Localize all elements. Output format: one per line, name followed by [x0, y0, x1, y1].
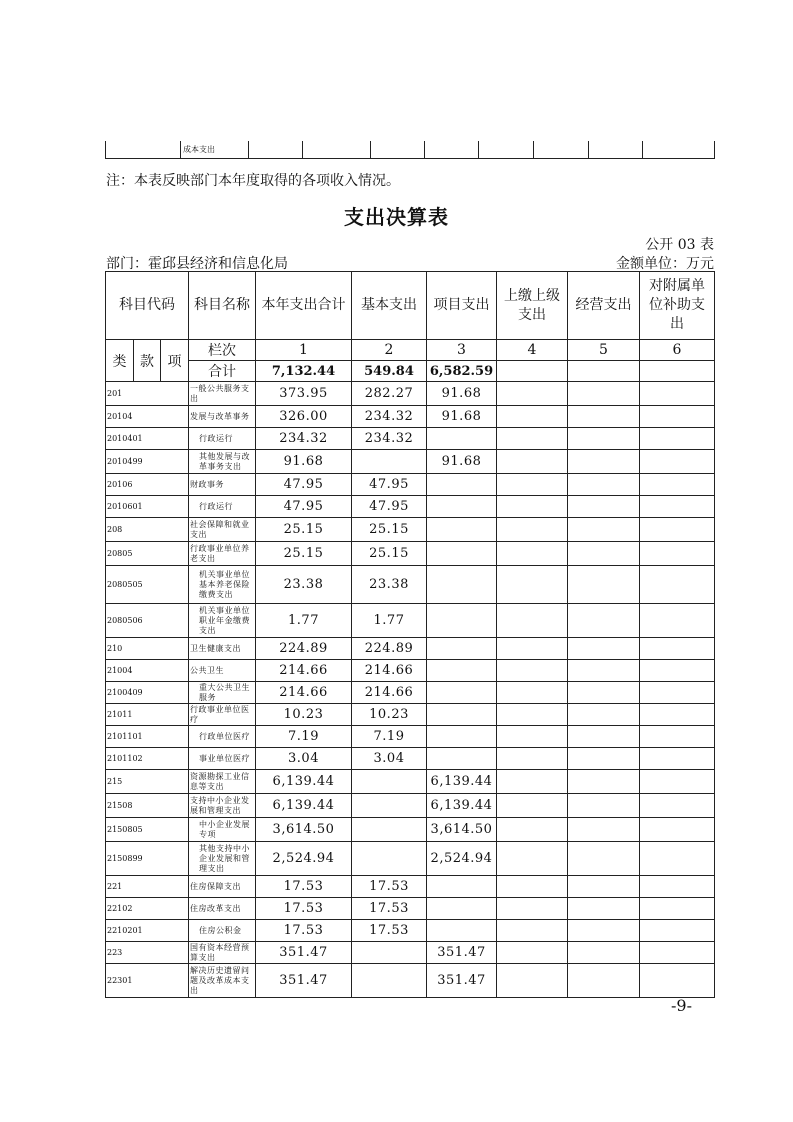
project-expenditure: 351.47: [427, 942, 497, 964]
operating-expenditure: [568, 920, 640, 942]
unit-label: 金额单位：万元: [616, 256, 714, 272]
table-row: [106, 770, 715, 794]
subject-code: 21004: [106, 660, 189, 682]
total-expenditure: 2,524.94: [256, 842, 352, 876]
operating-expenditure: [568, 704, 640, 726]
operating-expenditure: [568, 726, 640, 748]
basic-expenditure: [352, 818, 427, 842]
table-row: [106, 876, 715, 898]
operating-expenditure: [568, 518, 640, 542]
header-xiang: 项: [161, 340, 189, 382]
project-expenditure: [427, 638, 497, 660]
table-row: [106, 920, 715, 942]
subject-name: 事业单位医疗: [189, 748, 256, 770]
header-project: 项目支出: [427, 272, 497, 340]
subject-code: 20104: [106, 406, 189, 428]
subsidy-expenditure: [640, 566, 715, 604]
total-expenditure: 214.66: [256, 682, 352, 704]
subsidy-expenditure: [640, 660, 715, 682]
operating-expenditure: [568, 474, 640, 496]
total-label: 合计: [189, 361, 256, 382]
project-expenditure: [427, 496, 497, 518]
total-expenditure: 224.89: [256, 638, 352, 660]
project-expenditure: [427, 920, 497, 942]
operating-expenditure: [568, 794, 640, 818]
upper-expenditure: [497, 748, 568, 770]
basic-expenditure: 3.04: [352, 748, 427, 770]
subject-name: 行政运行: [189, 496, 256, 518]
total-expenditure: 214.66: [256, 660, 352, 682]
subject-code: 208: [106, 518, 189, 542]
upper-expenditure: [497, 604, 568, 638]
table-row: [106, 942, 715, 964]
operating-expenditure: [568, 898, 640, 920]
subject-code: 210: [106, 638, 189, 660]
operating-expenditure: [568, 566, 640, 604]
project-expenditure: 91.68: [427, 450, 497, 474]
operating-expenditure: [568, 660, 640, 682]
upper-expenditure: [497, 518, 568, 542]
subsidy-expenditure: [640, 920, 715, 942]
column-number: 4: [497, 340, 568, 361]
subject-code: 2101101: [106, 726, 189, 748]
total-expenditure: 1.77: [256, 604, 352, 638]
subsidy-expenditure: [640, 450, 715, 474]
subsidy-expenditure: [640, 842, 715, 876]
subsidy-expenditure: [640, 638, 715, 660]
header-upper: 上缴上级支出: [497, 272, 568, 340]
upper-expenditure: [497, 942, 568, 964]
subject-name: 资源勘探工业信息等支出: [189, 770, 256, 794]
subject-code: 223: [106, 942, 189, 964]
subject-name: 机关事业单位基本养老保险缴费支出: [189, 566, 256, 604]
subject-code: 20106: [106, 474, 189, 496]
subject-code: 2210201: [106, 920, 189, 942]
basic-expenditure: [352, 964, 427, 998]
subject-code: 201: [106, 382, 189, 406]
subject-name: 中小企业发展专项: [189, 818, 256, 842]
upper-expenditure: [497, 474, 568, 496]
table-row: [106, 428, 715, 450]
upper-expenditure: [497, 638, 568, 660]
subsidy-expenditure: [640, 748, 715, 770]
operating-expenditure: [568, 682, 640, 704]
subject-code: 2080506: [106, 604, 189, 638]
upper-expenditure: [497, 450, 568, 474]
table-row: [106, 604, 715, 638]
project-expenditure: [427, 682, 497, 704]
total-expenditure: 25.15: [256, 518, 352, 542]
project-expenditure: [427, 704, 497, 726]
header-code: 科目代码: [106, 272, 189, 340]
basic-expenditure: 214.66: [352, 660, 427, 682]
subject-name: 一般公共服务支出: [189, 382, 256, 406]
project-expenditure: [427, 542, 497, 566]
total-expenditure: 351.47: [256, 964, 352, 998]
upper-expenditure: [497, 920, 568, 942]
upper-expenditure: [497, 542, 568, 566]
column-number: 1: [256, 340, 352, 361]
operating-expenditure: [568, 542, 640, 566]
table-row: [106, 748, 715, 770]
total-expenditure: 47.95: [256, 474, 352, 496]
total-expenditure: 326.00: [256, 406, 352, 428]
project-expenditure: [427, 660, 497, 682]
subsidy-expenditure: [640, 704, 715, 726]
column-number: 2: [352, 340, 427, 361]
subject-code: 215: [106, 770, 189, 794]
table-row: [106, 450, 715, 474]
project-expenditure: [427, 518, 497, 542]
project-expenditure: 3,614.50: [427, 818, 497, 842]
header-row: [106, 272, 715, 340]
subject-name: 住房公积金: [189, 920, 256, 942]
upper-expenditure: [497, 818, 568, 842]
total-expenditure: 10.23: [256, 704, 352, 726]
subsidy-expenditure: [640, 428, 715, 450]
subject-name: 行政单位医疗: [189, 726, 256, 748]
basic-expenditure: [352, 794, 427, 818]
subject-name: 卫生健康支出: [189, 638, 256, 660]
column-number-row: [106, 340, 715, 361]
header-kuan: 款: [134, 340, 161, 382]
table-row: [106, 682, 715, 704]
table-row: [106, 704, 715, 726]
basic-expenditure: 234.32: [352, 428, 427, 450]
operating-expenditure: [568, 748, 640, 770]
table-row: [106, 726, 715, 748]
subsidy-expenditure: [640, 876, 715, 898]
upper-expenditure: [497, 682, 568, 704]
header-lei: 类: [106, 340, 134, 382]
upper-expenditure: [497, 876, 568, 898]
subsidy-expenditure: [640, 898, 715, 920]
subsidy-expenditure: [640, 818, 715, 842]
basic-expenditure: 10.23: [352, 704, 427, 726]
operating-expenditure: [568, 428, 640, 450]
basic-expenditure: 224.89: [352, 638, 427, 660]
header-operating: 经营支出: [568, 272, 640, 340]
subject-code: 2100409: [106, 682, 189, 704]
project-expenditure: [427, 726, 497, 748]
subject-name: 行政事业单位医疗: [189, 704, 256, 726]
project-expenditure: [427, 898, 497, 920]
basic-expenditure: 234.32: [352, 406, 427, 428]
project-expenditure: [427, 474, 497, 496]
subject-code: 2010401: [106, 428, 189, 450]
total-expenditure: 17.53: [256, 876, 352, 898]
subject-name: 住房改革支出: [189, 898, 256, 920]
table-row: [106, 542, 715, 566]
department-label: 部门：霍邱县经济和信息化局: [106, 256, 288, 272]
subject-code: 2150805: [106, 818, 189, 842]
header-subsidy: 对附属单位补助支出: [640, 272, 715, 340]
table-row: [106, 638, 715, 660]
subsidy-expenditure: [640, 518, 715, 542]
project-expenditure: [427, 428, 497, 450]
basic-expenditure: [352, 770, 427, 794]
table-row: [106, 474, 715, 496]
table-row: [106, 518, 715, 542]
subject-code: 2101102: [106, 748, 189, 770]
operating-expenditure: [568, 842, 640, 876]
total-expenditure: 47.95: [256, 496, 352, 518]
subsidy-expenditure: [640, 474, 715, 496]
basic-expenditure: 1.77: [352, 604, 427, 638]
fragment-name: 成本支出: [181, 141, 249, 159]
total-row: [106, 361, 715, 382]
subject-name: 发展与改革事务: [189, 406, 256, 428]
subject-name: 公共卫生: [189, 660, 256, 682]
basic-expenditure: 25.15: [352, 518, 427, 542]
subsidy-expenditure: [640, 604, 715, 638]
subsidy-expenditure: [640, 942, 715, 964]
header-total: 本年支出合计: [256, 272, 352, 340]
subsidy-expenditure: [640, 406, 715, 428]
subject-name: 行政事业单位养老支出: [189, 542, 256, 566]
operating-expenditure: [568, 964, 640, 998]
project-expenditure: 6,139.44: [427, 770, 497, 794]
basic-expenditure: 17.53: [352, 876, 427, 898]
operating-expenditure: [568, 876, 640, 898]
total-expenditure: 234.32: [256, 428, 352, 450]
basic-expenditure: [352, 842, 427, 876]
operating-expenditure: [568, 638, 640, 660]
upper-expenditure: [497, 842, 568, 876]
table-row: [106, 566, 715, 604]
project-expenditure: [427, 748, 497, 770]
operating-expenditure: [568, 604, 640, 638]
subsidy-expenditure: [640, 964, 715, 998]
subsidy-expenditure: [640, 382, 715, 406]
basic-expenditure: [352, 942, 427, 964]
operating-expenditure: [568, 496, 640, 518]
project-expenditure: 351.47: [427, 964, 497, 998]
column-number: 6: [640, 340, 715, 361]
upper-expenditure: [497, 794, 568, 818]
project-expenditure: 2,524.94: [427, 842, 497, 876]
basic-expenditure: 7.19: [352, 726, 427, 748]
subject-name: 住房保障支出: [189, 876, 256, 898]
operating-expenditure: [568, 450, 640, 474]
expenditure-table: [105, 271, 715, 998]
table-row: [106, 964, 715, 998]
total-expenditure: 17.53: [256, 920, 352, 942]
column-number: 3: [427, 340, 497, 361]
total-project: 6,582.59: [427, 361, 497, 382]
table-row: [106, 898, 715, 920]
subject-name: 支持中小企业发展和管理支出: [189, 794, 256, 818]
subject-name: 解决历史遗留问题及改革成本支出: [189, 964, 256, 998]
subject-name: 机关事业单位职业年金缴费支出: [189, 604, 256, 638]
page-title: 支出决算表: [344, 205, 449, 229]
operating-expenditure: [568, 382, 640, 406]
page-number: -9-: [671, 996, 692, 1015]
header-basic: 基本支出: [352, 272, 427, 340]
basic-expenditure: 282.27: [352, 382, 427, 406]
subject-name: 社会保障和就业支出: [189, 518, 256, 542]
basic-expenditure: 23.38: [352, 566, 427, 604]
table-identifier: 公开 03 表: [645, 237, 714, 253]
total-expenditure: 3.04: [256, 748, 352, 770]
total-basic: 549.84: [352, 361, 427, 382]
subject-name: 财政事务: [189, 474, 256, 496]
upper-expenditure: [497, 496, 568, 518]
basic-expenditure: 214.66: [352, 682, 427, 704]
total-expenditure: 23.38: [256, 566, 352, 604]
upper-expenditure: [497, 898, 568, 920]
subject-name: 其他支持中小企业发展和管理支出: [189, 842, 256, 876]
table-row: [106, 496, 715, 518]
subject-code: 21011: [106, 704, 189, 726]
subject-code: 221: [106, 876, 189, 898]
project-expenditure: [427, 566, 497, 604]
subject-code: 22301: [106, 964, 189, 998]
total-expenditure: 3,614.50: [256, 818, 352, 842]
total-expenditure: 7.19: [256, 726, 352, 748]
subject-code: 21508: [106, 794, 189, 818]
project-expenditure: [427, 604, 497, 638]
project-expenditure: 6,139.44: [427, 794, 497, 818]
table-row: [106, 382, 715, 406]
subject-name: 其他发展与改革事务支出: [189, 450, 256, 474]
project-expenditure: 91.68: [427, 406, 497, 428]
total-expenditure: 6,139.44: [256, 770, 352, 794]
previous-table-fragment: [105, 141, 715, 159]
subject-code: 2080505: [106, 566, 189, 604]
subsidy-expenditure: [640, 770, 715, 794]
table-row: [106, 842, 715, 876]
operating-expenditure: [568, 818, 640, 842]
subsidy-expenditure: [640, 682, 715, 704]
upper-expenditure: [497, 566, 568, 604]
subject-code: 20805: [106, 542, 189, 566]
project-expenditure: 91.68: [427, 382, 497, 406]
project-expenditure: [427, 876, 497, 898]
basic-expenditure: [352, 450, 427, 474]
subsidy-expenditure: [640, 794, 715, 818]
upper-expenditure: [497, 382, 568, 406]
subject-name: 行政运行: [189, 428, 256, 450]
basic-expenditure: 25.15: [352, 542, 427, 566]
upper-expenditure: [497, 428, 568, 450]
operating-expenditure: [568, 770, 640, 794]
fragment-row: [106, 141, 715, 159]
upper-expenditure: [497, 726, 568, 748]
subject-name: 国有资本经营预算支出: [189, 942, 256, 964]
subject-code: 2010499: [106, 450, 189, 474]
subject-name: 重大公共卫生服务: [189, 682, 256, 704]
header-lanci: 栏次: [189, 340, 256, 361]
total-expenditure: 373.95: [256, 382, 352, 406]
operating-expenditure: [568, 406, 640, 428]
basic-expenditure: 17.53: [352, 920, 427, 942]
basic-expenditure: 17.53: [352, 898, 427, 920]
table-row: [106, 794, 715, 818]
basic-expenditure: 47.95: [352, 496, 427, 518]
column-number: 5: [568, 340, 640, 361]
subsidy-expenditure: [640, 542, 715, 566]
table-row: [106, 660, 715, 682]
upper-expenditure: [497, 964, 568, 998]
total-expenditure: 91.68: [256, 450, 352, 474]
table-row: [106, 818, 715, 842]
subject-code: 22102: [106, 898, 189, 920]
header-name: 科目名称: [189, 272, 256, 340]
upper-expenditure: [497, 660, 568, 682]
subject-code: 2010601: [106, 496, 189, 518]
subject-code: 2150899: [106, 842, 189, 876]
upper-expenditure: [497, 770, 568, 794]
operating-expenditure: [568, 942, 640, 964]
total-expenditure: 17.53: [256, 898, 352, 920]
basic-expenditure: 47.95: [352, 474, 427, 496]
total-expenditure: 6,139.44: [256, 794, 352, 818]
table-row: [106, 406, 715, 428]
total-amount: 7,132.44: [256, 361, 352, 382]
total-expenditure: 351.47: [256, 942, 352, 964]
subsidy-expenditure: [640, 726, 715, 748]
subsidy-expenditure: [640, 496, 715, 518]
total-expenditure: 25.15: [256, 542, 352, 566]
table-note: 注：本表反映部门本年度取得的各项收入情况。: [106, 173, 400, 189]
upper-expenditure: [497, 406, 568, 428]
upper-expenditure: [497, 704, 568, 726]
